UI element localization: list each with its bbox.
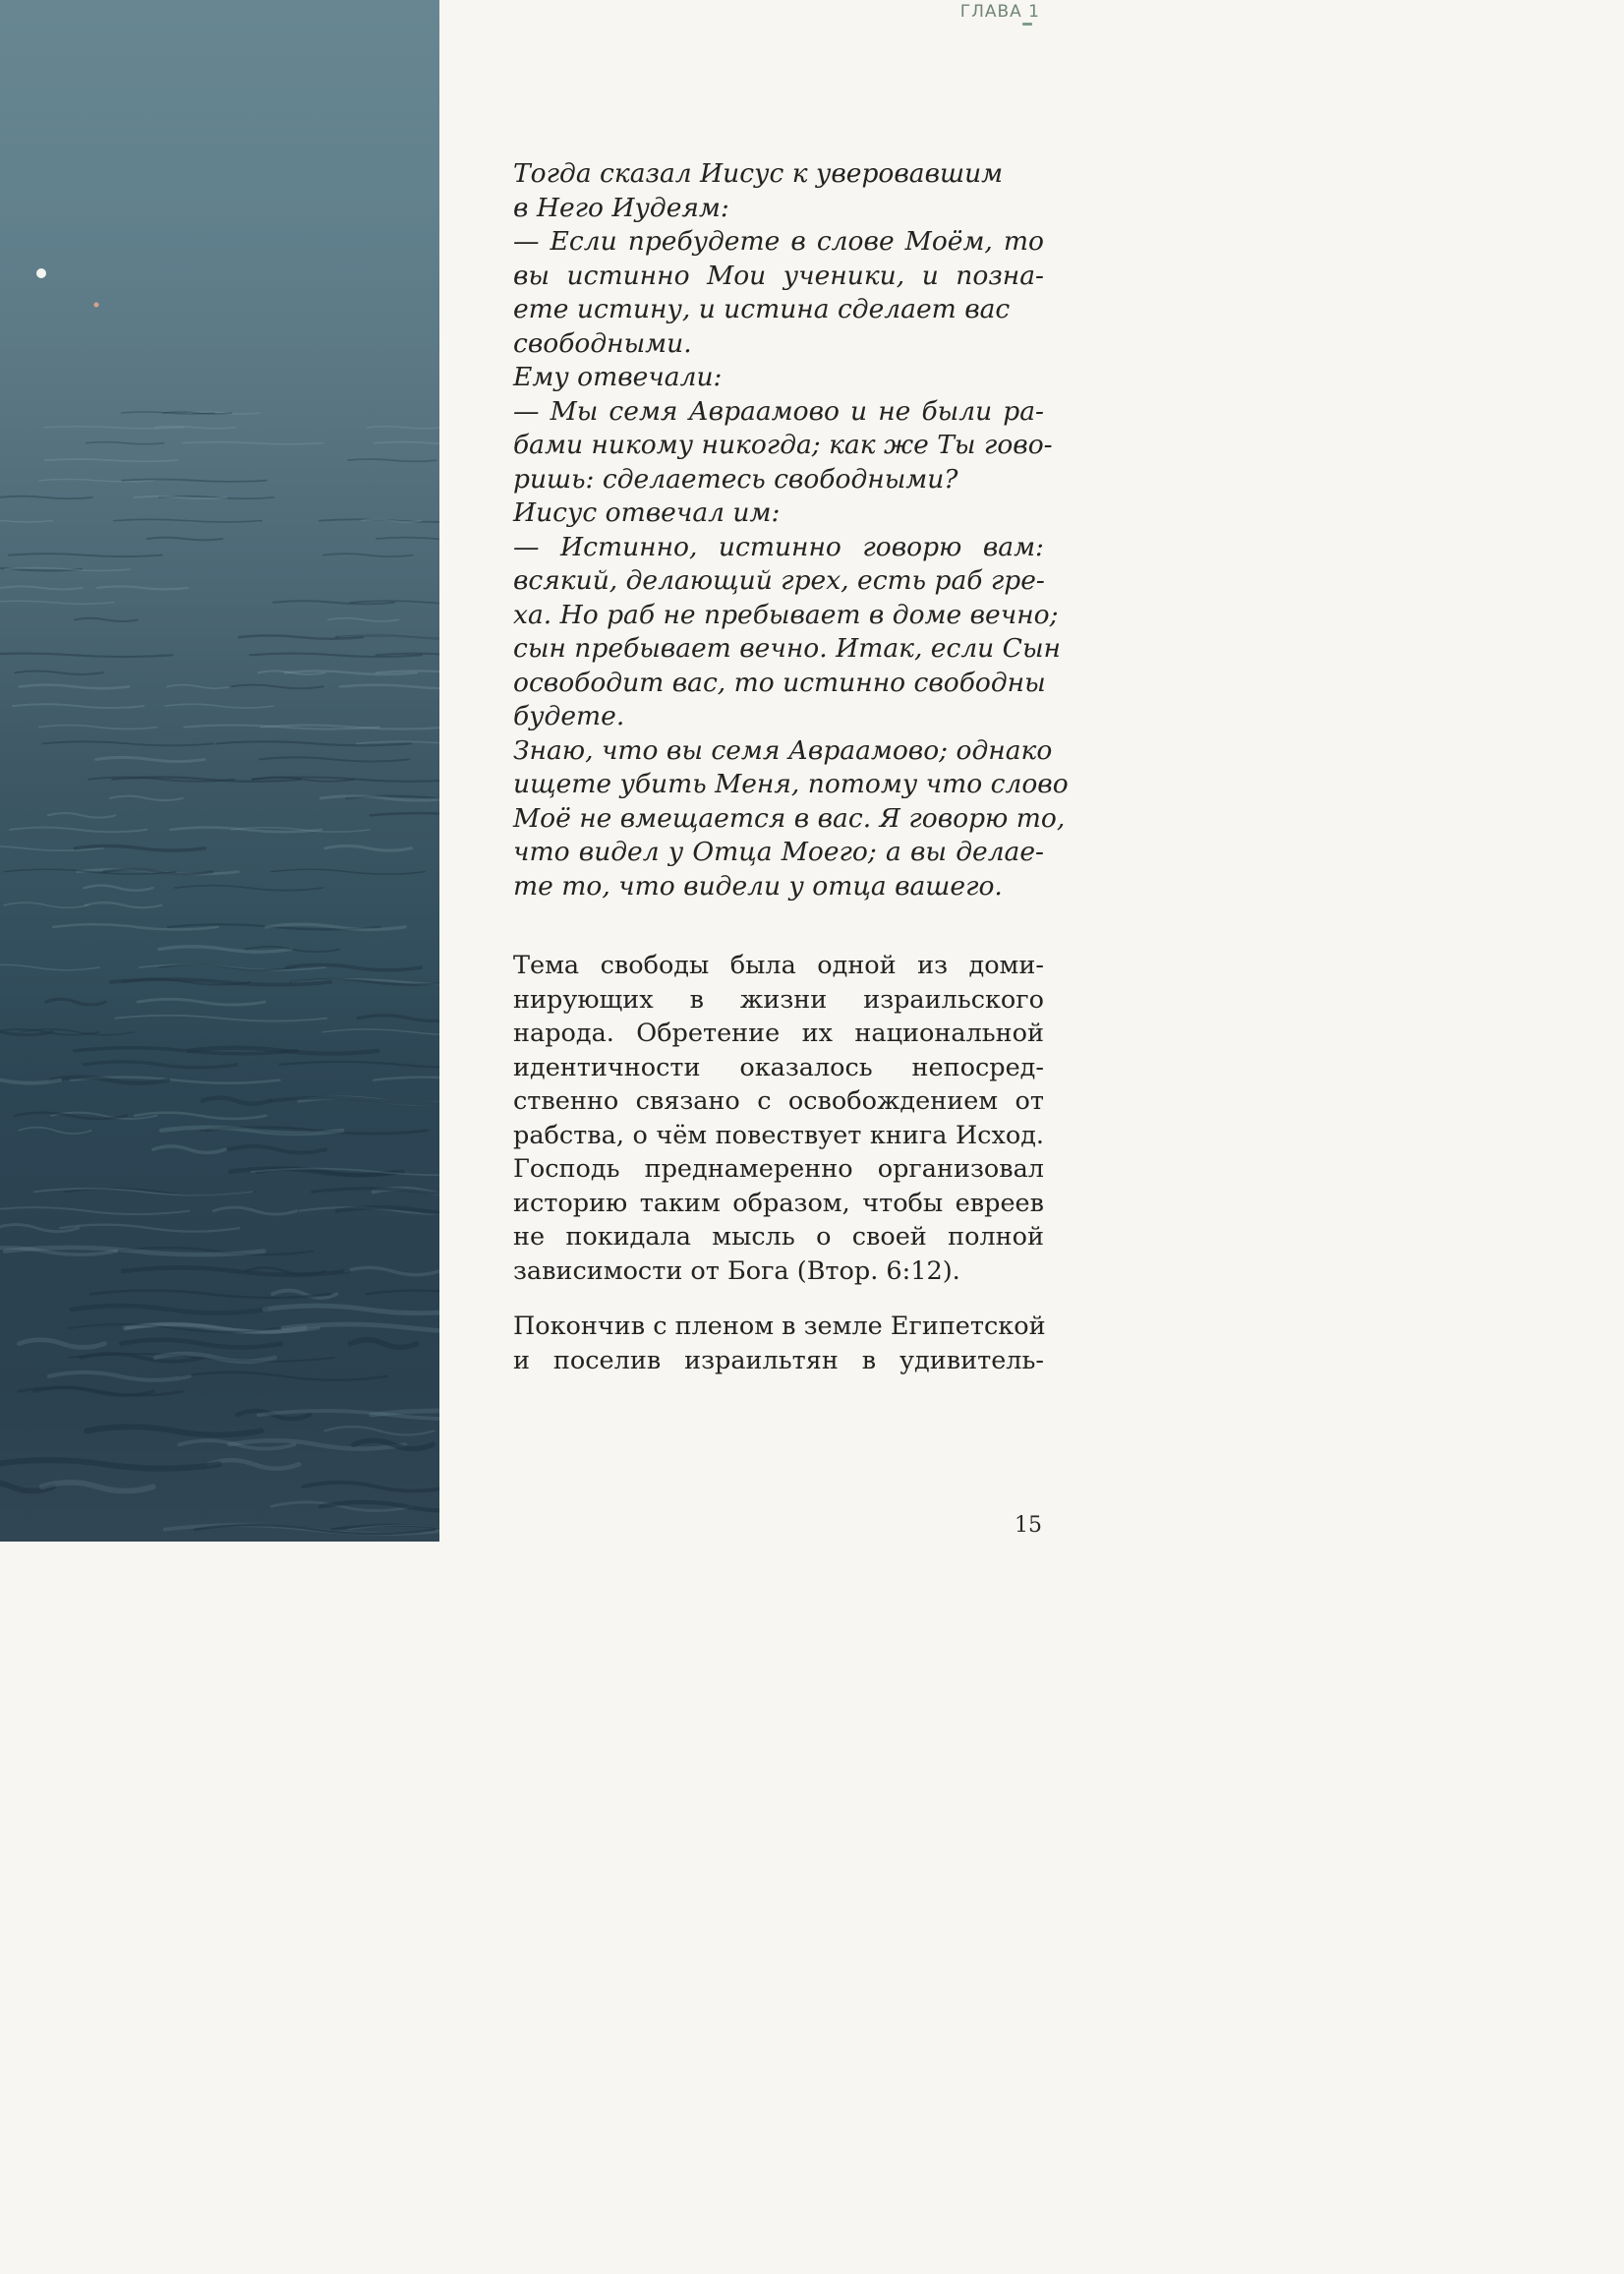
- paragraph-line: не покидала мысль о своей полной: [513, 1222, 1044, 1252]
- quote-line: Ему отвечали:: [513, 362, 723, 392]
- paragraph-line: идентичности оказалось непосред-: [513, 1052, 1044, 1082]
- paragraph-line: историю таким образом, чтобы евреев: [513, 1188, 1044, 1218]
- quote-line: ха. Но раб не пребывает в доме вечно;: [513, 599, 1059, 630]
- quote-line: в Него Иудеям:: [513, 192, 729, 223]
- light-reflection-dot: [36, 268, 46, 278]
- page-number: 15: [1015, 1513, 1042, 1538]
- paragraph-line: зависимости от Бога (Втор. 6:12).: [513, 1255, 960, 1286]
- quote-line: освободит вас, то истинно свободны: [513, 667, 1046, 698]
- quote-line: Иисус отвечал им:: [513, 497, 781, 528]
- body-paragraph: [513, 1310, 1044, 1377]
- paragraph-line: народа. Обретение их национальной: [513, 1019, 1044, 1048]
- light-reflection-dot: [94, 303, 99, 308]
- paragraph-line: ственно связано с освобождением от: [513, 1086, 1044, 1116]
- sea-waves-illustration: [0, 0, 439, 1542]
- paragraph-line: рабства, о чём повествует книга Исход.: [513, 1120, 1044, 1150]
- paragraph-line: Покончив с пленом в земле Египетской: [513, 1312, 1046, 1341]
- paragraph-line: Господь преднамеренно организовал: [513, 1154, 1044, 1184]
- quote-line: Знаю, что вы семя Авраамово; однако: [513, 734, 1053, 766]
- quote-line: — Мы семя Авраамово и не были ра-: [513, 395, 1044, 427]
- quote-line: ищете убить Меня, потому что слово: [513, 769, 1069, 799]
- paragraph-line: нирующих в жизни израильского: [513, 984, 1044, 1015]
- quote-line: сын пребывает вечно. Итак, если Сын: [513, 633, 1061, 664]
- running-head-mark: [1022, 23, 1032, 26]
- quote-line: вы истинно Мои ученики, и позна-: [513, 260, 1044, 291]
- quote-line: всякий, делающий грех, есть раб гре-: [513, 565, 1045, 596]
- scripture-quote: [513, 157, 1069, 904]
- quote-line: те то, что видели у отца вашего.: [513, 870, 1003, 902]
- text-column: [513, 157, 1069, 1377]
- body-paragraph: [513, 949, 1044, 1288]
- quote-line: — Если пребудете в слове Моём, то: [513, 226, 1044, 257]
- quote-line: свободными.: [513, 327, 692, 359]
- quote-line: бами никому никогда; как же Ты гово-: [513, 430, 1053, 460]
- quote-line: будете.: [513, 701, 625, 731]
- quote-line: — Истинно, истинно говорю вам:: [513, 531, 1044, 562]
- quote-line: ете истину, и истина сделает вас: [513, 294, 1011, 324]
- quote-line: Тогда сказал Иисус к уверовавшим: [513, 158, 1004, 189]
- running-head: ГЛАВА 1: [959, 2, 1040, 22]
- quote-line: ришь: сделаетесь свободными?: [513, 463, 958, 495]
- paragraph-line: Тема свободы была одной из доми-: [513, 951, 1044, 980]
- quote-line: Моё не вмещается в вас. Я говорю то,: [513, 802, 1066, 834]
- quote-line: что видел у Отца Моего; а вы делае-: [513, 837, 1044, 867]
- paragraph-line: и поселив израильтян в удивитель-: [513, 1345, 1044, 1375]
- sea-photo: [0, 0, 439, 1542]
